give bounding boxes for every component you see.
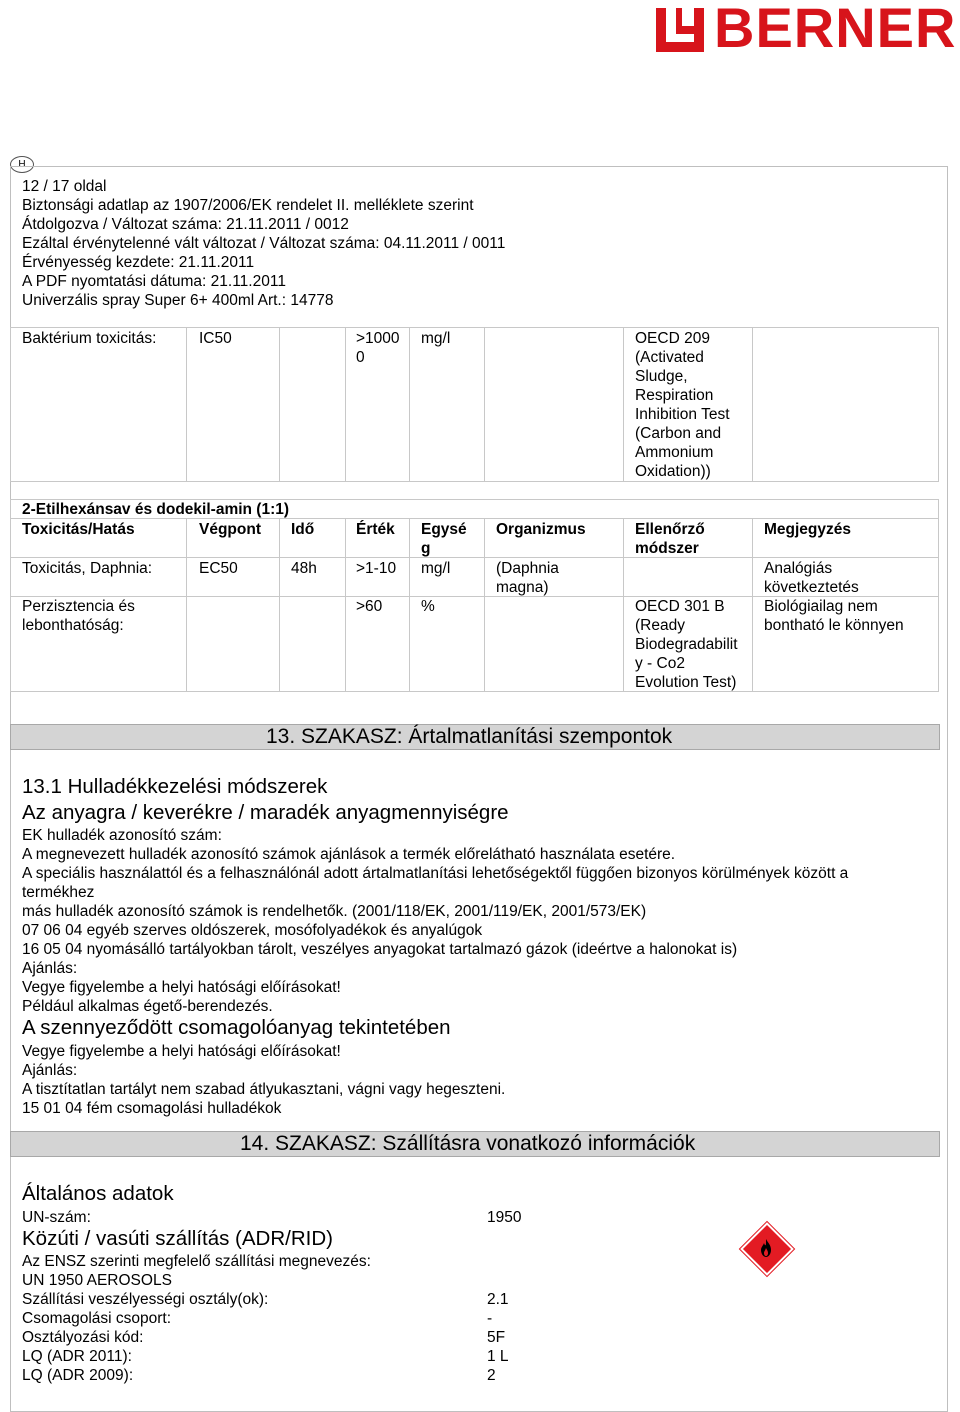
waste-line-6: 07 06 04 egyéb szerves oldószerek, mosófolyadékok és anyalúgok bbox=[22, 922, 483, 939]
waste-line-8: Ajánlás: bbox=[22, 960, 78, 977]
section13-heading-3: A szennyeződött csomagolóanyag tekintetében bbox=[22, 1016, 451, 1039]
bacteria-method-8: Oxidation)) bbox=[635, 463, 711, 480]
revision-line: Átdolgozva / Változat száma: 21.11.2011 / 0012 bbox=[22, 216, 349, 233]
section13-title: 13. SZAKASZ: Ártalmatlanítási szempontok bbox=[266, 725, 673, 748]
packaging-line-4: 15 01 04 fém csomagolási hulladékok bbox=[22, 1100, 282, 1117]
packaging-line-3: A tisztítatlan tartályt nem szabad átlyukasztani, vágni vagy hegeszteni. bbox=[22, 1081, 506, 1098]
section14-heading-2: Közúti / vasúti szállítás (ADR/RID) bbox=[22, 1227, 333, 1250]
waste-line-9: Vegye figyelembe a helyi hatósági előírásokat! bbox=[22, 979, 341, 996]
bacteria-method-1: OECD 209 bbox=[635, 330, 710, 347]
row2-method-4: y - Co2 bbox=[635, 655, 685, 672]
section14-banner bbox=[10, 1131, 940, 1157]
product-line: Univerzális spray Super 6+ 400ml Art.: 14778 bbox=[22, 292, 334, 309]
shipping-name-label: Az ENSZ szerinti megfelelő szállítási megnevezés: bbox=[22, 1253, 371, 1270]
waste-line-4: termékhez bbox=[22, 884, 95, 901]
row2-method-2: (Ready bbox=[635, 617, 685, 634]
berner-logo bbox=[656, 0, 958, 59]
hazard-class-value: 2.1 bbox=[487, 1291, 509, 1308]
row1-remark-1: Analógiás bbox=[764, 560, 833, 577]
superseded-line: Ezáltal érvénytelenné vált változat / Változat száma: 04.11.2011 / 0011 bbox=[22, 235, 506, 252]
berner-logo-mark-icon bbox=[656, 4, 704, 52]
flame-icon bbox=[758, 1238, 774, 1258]
classification-code-label: Osztályozási kód: bbox=[22, 1329, 144, 1346]
page-number: 12 / 17 oldal bbox=[22, 178, 107, 195]
section14-title: 14. SZAKASZ: Szállításra vonatkozó információk bbox=[240, 1132, 696, 1155]
header-method-2: módszer bbox=[635, 540, 699, 557]
row2-effect-2: lebonthatóság: bbox=[22, 617, 124, 634]
substance-title: 2-Etilhexánsav és dodekil-amin (1:1) bbox=[22, 501, 290, 518]
row1-time: 48h bbox=[291, 560, 317, 577]
section13-heading-2: Az anyagra / keverékre / maradék anyagmennyiségre bbox=[22, 801, 509, 824]
waste-line-3: A speciális használattól és a felhasználónál adott ártalmatlanítási lehetőségektől függően bizonyos körülmények között a bbox=[22, 865, 849, 882]
bacteria-value-2: 0 bbox=[356, 349, 365, 366]
header-unit-2: g bbox=[421, 540, 431, 557]
row1-effect: Toxicitás, Daphnia: bbox=[22, 560, 153, 577]
bacteria-method-2: (Activated bbox=[635, 349, 704, 366]
shipping-name-value: UN 1950 AEROSOLS bbox=[22, 1272, 172, 1289]
section13-heading-1: 13.1 Hulladékkezelési módszerek bbox=[22, 775, 328, 798]
hazard-class-label: Szállítási veszélyességi osztály(ok): bbox=[22, 1291, 269, 1308]
waste-line-1: EK hulladék azonosító szám: bbox=[22, 827, 222, 844]
row2-method-5: Evolution Test) bbox=[635, 674, 737, 691]
un-number-label: UN-szám: bbox=[22, 1209, 91, 1226]
header-method-1: Ellenőrző bbox=[635, 521, 705, 538]
row1-remark-2: következtetés bbox=[764, 579, 859, 596]
bacteria-method-6: (Carbon and bbox=[635, 425, 722, 442]
bacteria-method-5: Inhibition Test bbox=[635, 406, 730, 423]
row2-value: >60 bbox=[356, 598, 383, 615]
bacteria-label: Baktérium toxicitás: bbox=[22, 330, 157, 347]
row2-effect-1: Perzisztencia és bbox=[22, 598, 135, 615]
bacteria-endpoint: IC50 bbox=[199, 330, 232, 347]
row1-endpoint: EC50 bbox=[199, 560, 238, 577]
bacteria-value-1: >1000 bbox=[356, 330, 400, 347]
lq-2011-label: LQ (ADR 2011): bbox=[22, 1348, 132, 1365]
row1-value: >1-10 bbox=[356, 560, 397, 577]
row2-remark-2: bontható le könnyen bbox=[764, 617, 904, 634]
section13-banner bbox=[10, 724, 940, 750]
row1-unit: mg/l bbox=[421, 560, 451, 577]
lq-2011-value: 1 L bbox=[487, 1348, 509, 1365]
row2-unit: % bbox=[421, 598, 435, 615]
doc-title: Biztonsági adatlap az 1907/2006/EK rendelet II. melléklete szerint bbox=[22, 197, 474, 214]
classification-code-value: 5F bbox=[487, 1329, 506, 1346]
waste-line-5: más hulladék azonosító számok is rendelhetők. (2001/118/EK, 2001/119/EK, 2001/573/EK) bbox=[22, 903, 647, 920]
row2-method-3: Biodegradabilit bbox=[635, 636, 738, 653]
language-badge: H bbox=[10, 156, 34, 173]
header-remark: Megjegyzés bbox=[764, 521, 852, 538]
section14-heading-1: Általános adatok bbox=[22, 1182, 174, 1205]
packing-group-value: - bbox=[487, 1310, 493, 1327]
header-value: Érték bbox=[356, 521, 395, 538]
validity-line: Érvényesség kezdete: 21.11.2011 bbox=[22, 254, 255, 271]
un-number-value: 1950 bbox=[487, 1209, 522, 1226]
row2-remark-1: Biológiailag nem bbox=[764, 598, 878, 615]
packing-group-label: Csomagolási csoport: bbox=[22, 1310, 172, 1327]
header-endpoint: Végpont bbox=[199, 521, 261, 538]
brand-name: BERNER bbox=[714, 0, 957, 59]
header-time: Idő bbox=[291, 521, 315, 538]
print-date-line: A PDF nyomtatási dátuma: 21.11.2011 bbox=[22, 273, 286, 290]
bacteria-method-7: Ammonium bbox=[635, 444, 714, 461]
header-effect: Toxicitás/Hatás bbox=[22, 521, 135, 538]
packaging-line-1: Vegye figyelembe a helyi hatósági előírásokat! bbox=[22, 1043, 341, 1060]
header-unit-1: Egysé bbox=[421, 521, 467, 538]
packaging-line-2: Ajánlás: bbox=[22, 1062, 78, 1079]
row1-organism-1: (Daphnia bbox=[496, 560, 559, 577]
bacteria-method-4: Respiration bbox=[635, 387, 714, 404]
waste-line-2: A megnevezett hulladék azonosító számok ajánlások a termék előrelátható használata esetére. bbox=[22, 846, 676, 863]
row1-organism-2: magna) bbox=[496, 579, 549, 596]
lq-2009-label: LQ (ADR 2009): bbox=[22, 1367, 134, 1384]
bacteria-method-3: Sludge, bbox=[635, 368, 688, 385]
lq-2009-value: 2 bbox=[487, 1367, 496, 1384]
waste-line-7: 16 05 04 nyomásálló tartályokban tárolt, veszélyes anyagokat tartalmazó gázok (ideértve a halonokat is) bbox=[22, 941, 738, 958]
waste-line-10: Például alkalmas égető-berendezés. bbox=[22, 998, 273, 1015]
header-organism: Organizmus bbox=[496, 521, 586, 538]
bacteria-unit: mg/l bbox=[421, 330, 451, 347]
row2-method-1: OECD 301 B bbox=[635, 598, 725, 615]
